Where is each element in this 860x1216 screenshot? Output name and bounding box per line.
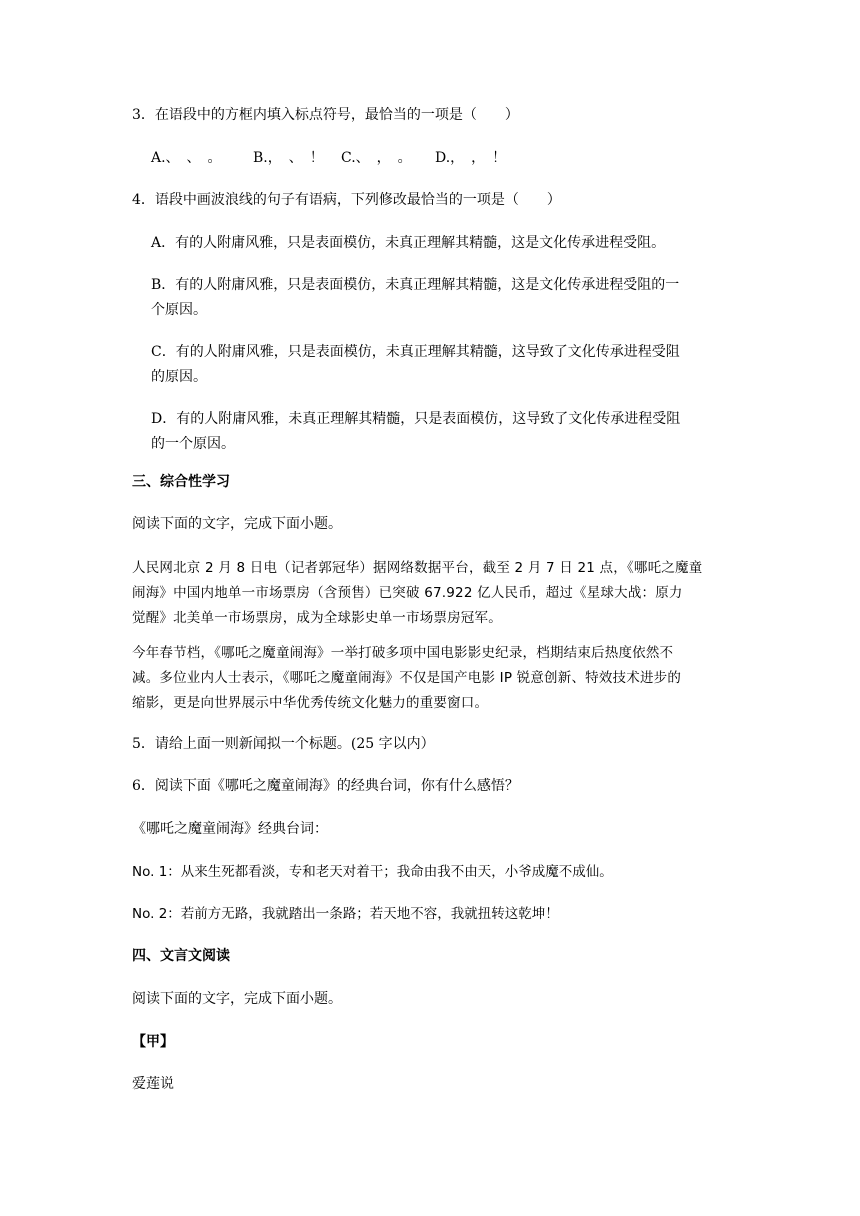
- q3-option-a: A.、 、 。: [151, 150, 222, 166]
- classical-text-title: 爱莲说: [132, 1076, 174, 1092]
- section4-label: 【甲】: [132, 1034, 174, 1050]
- q3-option-b: B.， 、 ！: [253, 150, 324, 166]
- quote-2: No. 2：若前方无路，我就踏出一条路；若天地不容，我就扭转这乾坤！: [132, 906, 559, 922]
- q4-stem: 4．语段中画波浪线的句子有语病，下列修改最恰当的一项是（ ）: [132, 192, 561, 208]
- q4-option-c-line2: 的原因。: [151, 369, 207, 385]
- q4-option-a: A．有的人附庸风雅，只是表面模仿，未真正理解其精髓，这是文化传承进程受阻。: [151, 235, 666, 251]
- q4-option-b-line2: 个原因。: [151, 302, 207, 318]
- news-paragraph-2-line1: 今年春节档，《哪吒之魔童闹海》一举打破多项中国电影影史纪录，档期结束后热度依然不: [132, 645, 674, 661]
- q4-option-c-line1: C．有的人附庸风雅，只是表面模仿，未真正理解其精髓，这导致了文化传承进程受阻: [151, 344, 680, 360]
- q4-option-d-line1: D．有的人附庸风雅，未真正理解其精髓，只是表面模仿，这导致了文化传承进程受阻: [151, 411, 681, 427]
- q3-stem: 3．在语段中的方框内填入标点符号，最恰当的一项是（ ）: [132, 107, 519, 123]
- news-paragraph-1-line2: 闹海》中国内地单一市场票房（含预售）已突破 67.922 亿人民币，超过《星球大战：原力: [132, 585, 683, 601]
- q3-options: [151, 146, 751, 171]
- section4-intro: 阅读下面的文字，完成下面小题。: [132, 991, 342, 1007]
- quote-1: No. 1：从来生死都看淡，专和老天对着干；我命由我不由天，小爷成魔不成仙。: [132, 864, 613, 880]
- news-paragraph-1-line3: 觉醒》北美单一市场票房，成为全球影史单一市场票房冠军。: [132, 610, 502, 626]
- section3-intro: 阅读下面的文字，完成下面小题。: [132, 516, 342, 532]
- section4-heading: 四、文言文阅读: [132, 948, 230, 964]
- q4-option-d-line2: 的一个原因。: [151, 436, 235, 452]
- q5-stem: 5．请给上面一则新闻拟一个标题。(25 字以内）: [132, 736, 435, 752]
- q6-stem: 6．阅读下面《哪吒之魔童闹海》的经典台词，你有什么感悟？: [132, 778, 519, 794]
- quotes-title: 《哪吒之魔童闹海》经典台词：: [132, 821, 328, 837]
- q3-option-d: D.， ， ！: [435, 150, 507, 166]
- news-paragraph-2-line3: 缩影，更是向世界展示中华优秀传统文化魅力的重要窗口。: [132, 695, 489, 711]
- news-paragraph-2-line2: 减。多位业内人士表示，《哪吒之魔童闹海》不仅是国产电影 IP 锐意创新、特效技术进步的: [132, 670, 682, 686]
- section3-heading: 三、综合性学习: [132, 474, 230, 490]
- q3-option-c: C.、 ， 。: [341, 150, 412, 166]
- news-paragraph-1-line1: 人民网北京 2 月 8 日电（记者郭冠华）据网络数据平台，截至 2 月 7 日 21 点，《哪吒之魔童: [132, 560, 703, 576]
- q4-option-b-line1: B．有的人附庸风雅，只是表面模仿，未真正理解其精髓，这是文化传承进程受阻的一: [151, 277, 680, 293]
